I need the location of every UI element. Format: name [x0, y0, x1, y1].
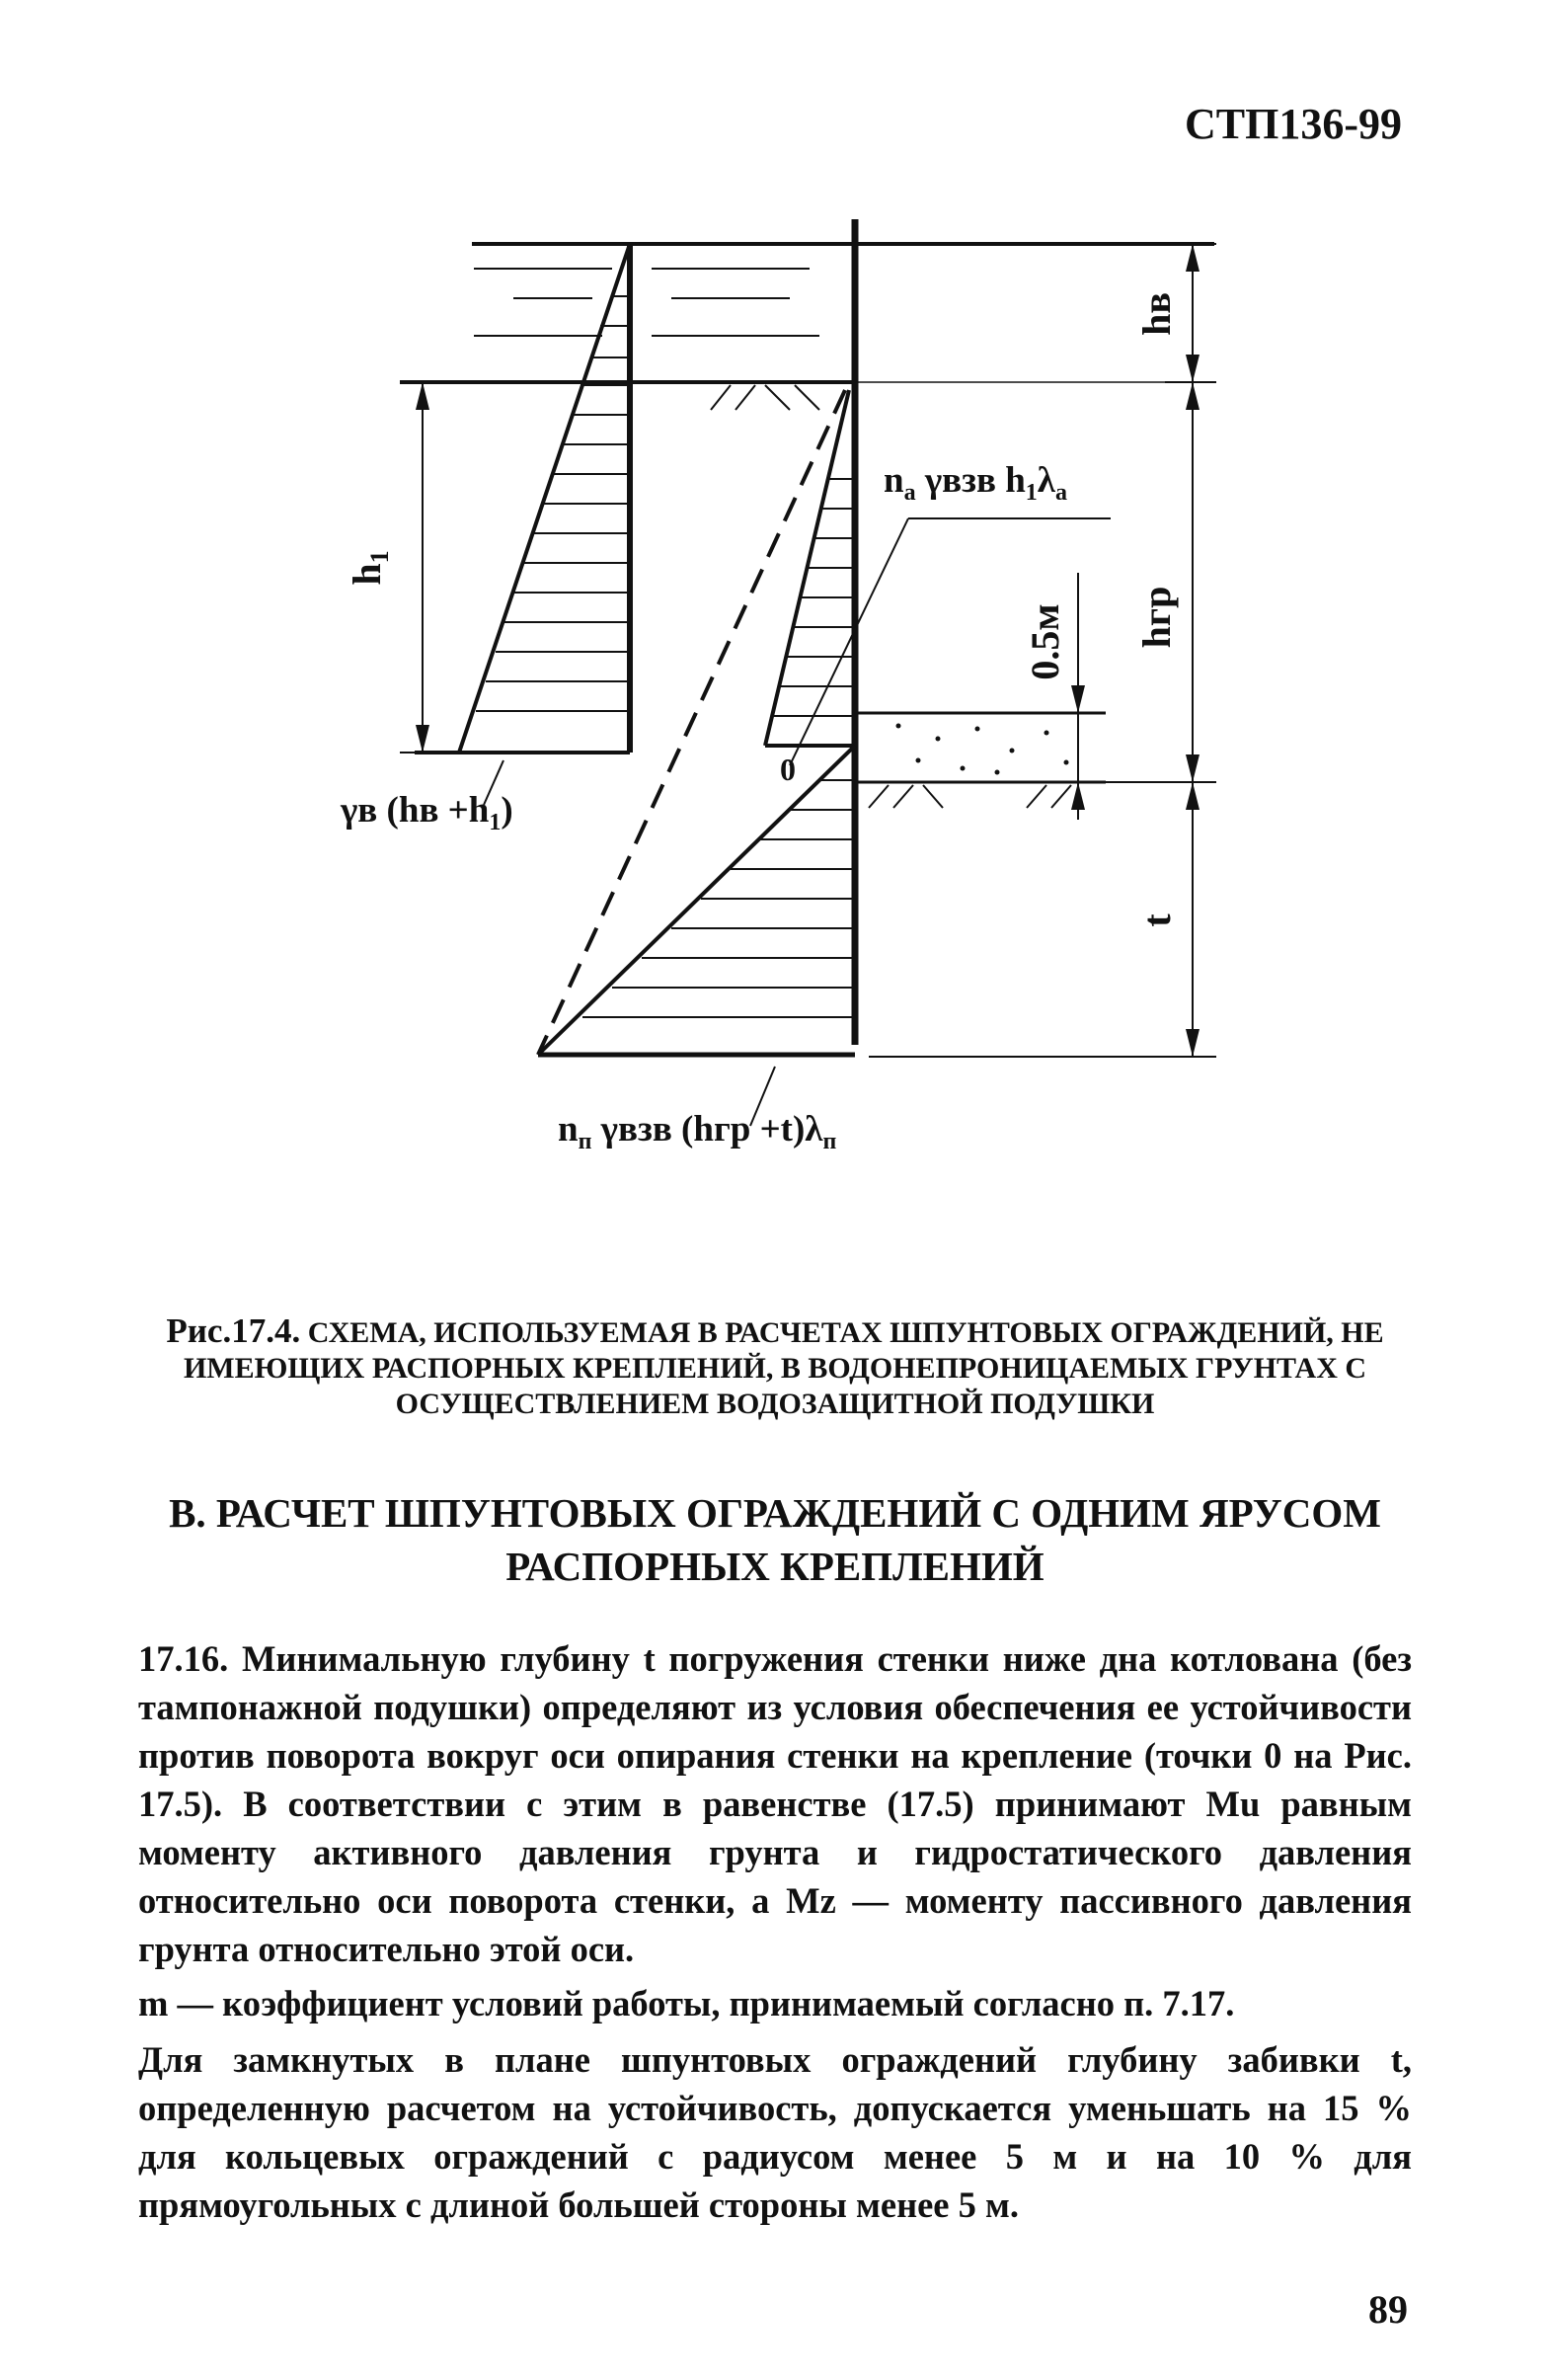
figure-number: Рис.17.4.	[166, 1311, 301, 1350]
label-passive-pressure: $n_п$ γвзв $(hгр +t)\lambda_п$	[558, 1109, 837, 1154]
label-h1: $h_1$	[345, 550, 394, 586]
label-t: t	[1134, 913, 1179, 927]
passive-pressure-diagram	[538, 390, 855, 1055]
paragraph-m-coefficient: m — коэффициент условий работы, принимаемый согласно п. 7.17.	[138, 1983, 1235, 2023]
dimension-arrows	[416, 244, 1200, 1057]
water-hatch	[474, 269, 819, 336]
label-h-water: hв	[1134, 292, 1179, 336]
paragraph-closed-walls: Для замкнутых в плане шпунтовых ограждений глубину забивки t, определенную расчетом на устойчивость, допускается уменьшать на 15 % для кольцевых ограждений с радиусом менее 5 м и на 10 % для прямоугольных с длиной большей стороны менее 5 м.	[138, 2039, 1412, 2225]
active-pressure-diagram	[765, 390, 855, 746]
page-number: 89	[1368, 2287, 1408, 2332]
water-protective-cushion	[855, 713, 1106, 782]
figure-caption-text: СХЕМА, ИСПОЛЬЗУЕМАЯ В РАСЧЕТАХ ШПУНТОВЫХ ОГРАЖДЕНИЙ, НЕ ИМЕЮЩИХ РАСПОРНЫХ КРЕПЛЕНИЙ, В ВОДОНЕПРОНИЦАЕМЫХ ГРУНТАХ С ОСУЩЕСТВЛЕНИЕМ ВОДОЗАЩИТНОЙ ПОДУШКИ	[183, 1316, 1384, 1420]
label-h-ground: hгр	[1134, 586, 1179, 649]
dimension-lines	[400, 244, 1216, 1057]
label-offset: 0.5м	[1023, 603, 1067, 680]
label-water-pressure: γв $(hв +h_1)$	[341, 790, 513, 835]
figure-caption	[138, 1313, 1412, 1422]
body-text	[138, 1634, 1412, 2229]
section-title: В. РАСЧЕТ ШПУНТОВЫХ ОГРАЖДЕНИЙ С ОДНИМ ЯРУСОМ РАСПОРНЫХ КРЕПЛЕНИЙ	[169, 1490, 1381, 1589]
label-active-pressure: $n_а$ γвзв $h_1\lambda_а$	[884, 460, 1067, 506]
label-zero: 0	[780, 752, 796, 787]
water-pressure-diagram	[415, 244, 630, 753]
document-code: СТП136-99	[1185, 100, 1402, 148]
paragraph-17-16: 17.16. Минимальную глубину t погружения стенки ниже дна котлована (без тампонажной подушки) определяют из условия обеспечения ее устойчивости против поворота вокруг оси опирания стенки на крепление (точки 0 на Рис. 17.5). В соответствии с этим в равенстве (17.5) принимают Mu равным моменту активного давления грунта и гидростатического давления относительно оси поворота стенки, а Mz — моменту пассивного давления грунта относительно этой оси.	[138, 1638, 1412, 1969]
